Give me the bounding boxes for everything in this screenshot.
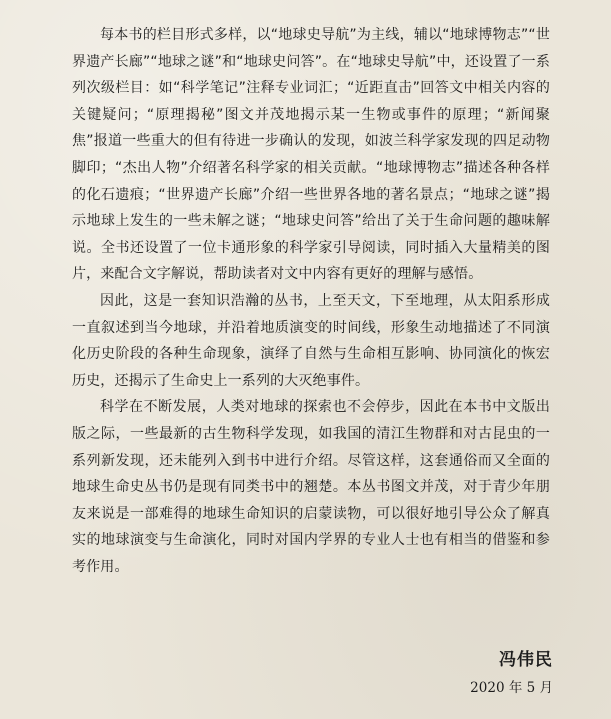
- paragraph-2: 因此，这是一套知识浩瀚的丛书，上至天文，下至地理，从太阳系形成一直叙述到当今地球，并沿着地质演变的时间线，形象生动地描述了不同演化历史阶段的各种生命现象，演绎了自然与生命相互影响、协同演化的恢宏历史，还揭示了生命史上一系列的大灭绝事件。: [72, 292, 550, 389]
- signature-block: [470, 647, 553, 699]
- paragraph-3: 科学在不断发展，人类对地球的探索也不会停步，因此在本书中文版出版之际，一些最新的古生物科学发现，如我国的清江生物群和对古昆虫的一系列新发现，还未能列入到书中进行介绍。尽管这样，这套通俗而又全面的地球生命史丛书仍是现有同类书中的翘楚。本丛书图文并茂，对于青少年朋友来说是一部难得的地球生命知识的启蒙读物，可以很好地引导公众了解真实的地球演变与生命演化，同时对国内学界的专业人士也有相当的借鉴和参考作用。: [72, 399, 550, 575]
- paragraph-1: 每本书的栏目形式多样，以“地球史导航”为主线，辅以“地球博物志”“世界遗产长廊”“地球之谜”和“地球史问答”。在“地球史导航”中，还设置了一系列次级栏目：如“科学笔记”注释专业词汇；“近距直击”回答文中相关内容的关键疑问；“原理揭秘”图文并茂地揭示某一生物或事件的原理；“新闻聚焦”报道一些重大的但有待进一步确认的发现，如波兰科学家发现的四足动物脚印；“杰出人物”介绍著名科学家的相关贡献。“地球博物志”描述各种各样的化石遗痕；“世界遗产长廊”介绍一些世界各地的著名景点；“地球之谜”揭示地球上发生的一些未解之谜；“地球史问答”给出了关于生命问题的趣味解说。全书还设置了一位卡通形象的科学家引导阅读，同时插入大量精美的图片，来配合文字解说，帮助读者对文中内容有更好的理解与感悟。: [72, 27, 550, 283]
- body-text: [72, 22, 550, 580]
- signature-date: 2020 年 5 月: [470, 680, 553, 696]
- author-name: 冯伟民: [499, 650, 553, 670]
